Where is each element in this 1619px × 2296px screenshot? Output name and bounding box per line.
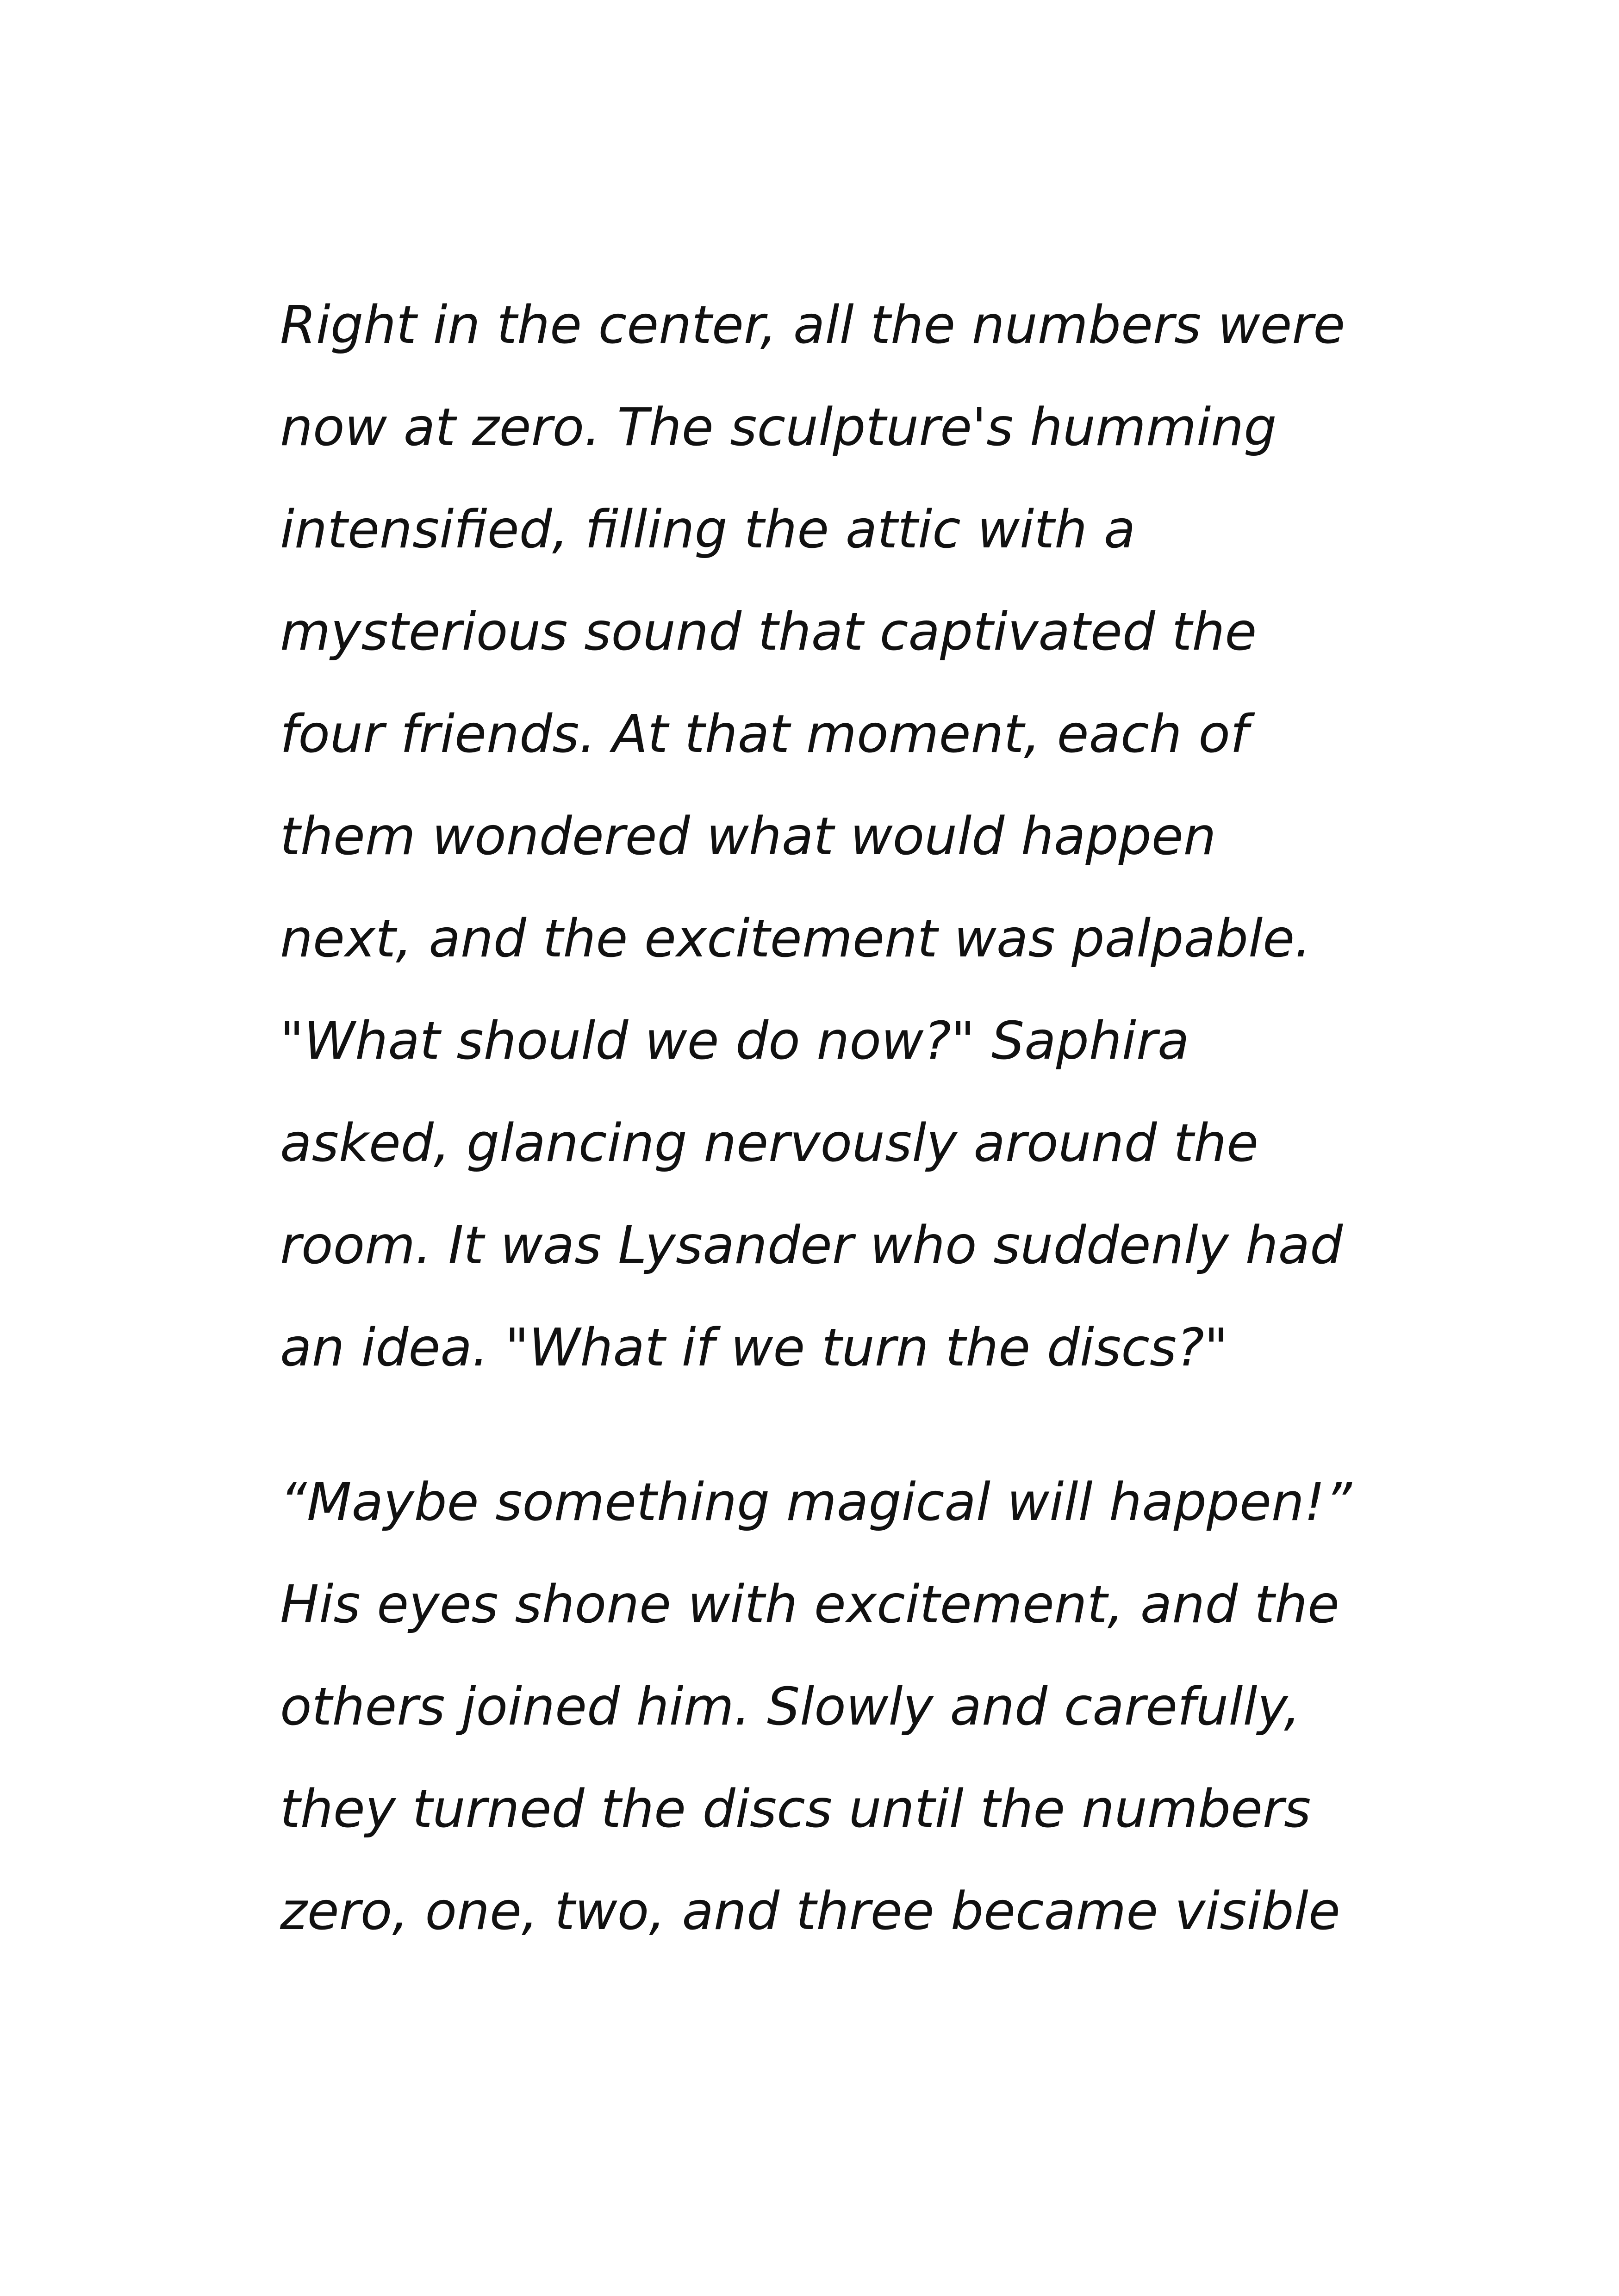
text-line: them wondered what would happen [280,807,1216,867]
text-line: room. It was Lysander who suddenly had [280,1216,1343,1276]
text-line: others joined him. Slowly and carefully, [280,1677,1301,1737]
text-line: next, and the excitement was palpable. [280,909,1311,969]
text-line: “Maybe something magical will happen!” [280,1472,1352,1533]
text-line: mysterious sound that captivated the [280,602,1257,662]
text-line: asked, glancing nervously around the [280,1113,1258,1173]
paragraph-1 [280,274,1400,1399]
text-line: now at zero. The sculpture's humming [280,397,1277,458]
text-line: four friends. At that moment, each of [280,704,1249,764]
text-line: "What should we do now?" Saphira [280,1011,1189,1071]
text-line: an idea. "What if we turn the discs?" [280,1318,1228,1378]
text-line: His eyes shone with excitement, and the [280,1575,1339,1635]
text-line: zero, one, two, and three became visible [280,1881,1340,1942]
paragraph-2 [280,1452,1400,1963]
text-line: Right in the center, all the numbers were [280,295,1345,355]
text-line: intensified, filling the attic with a [280,500,1136,560]
text-line: they turned the discs until the numbers [280,1779,1311,1839]
